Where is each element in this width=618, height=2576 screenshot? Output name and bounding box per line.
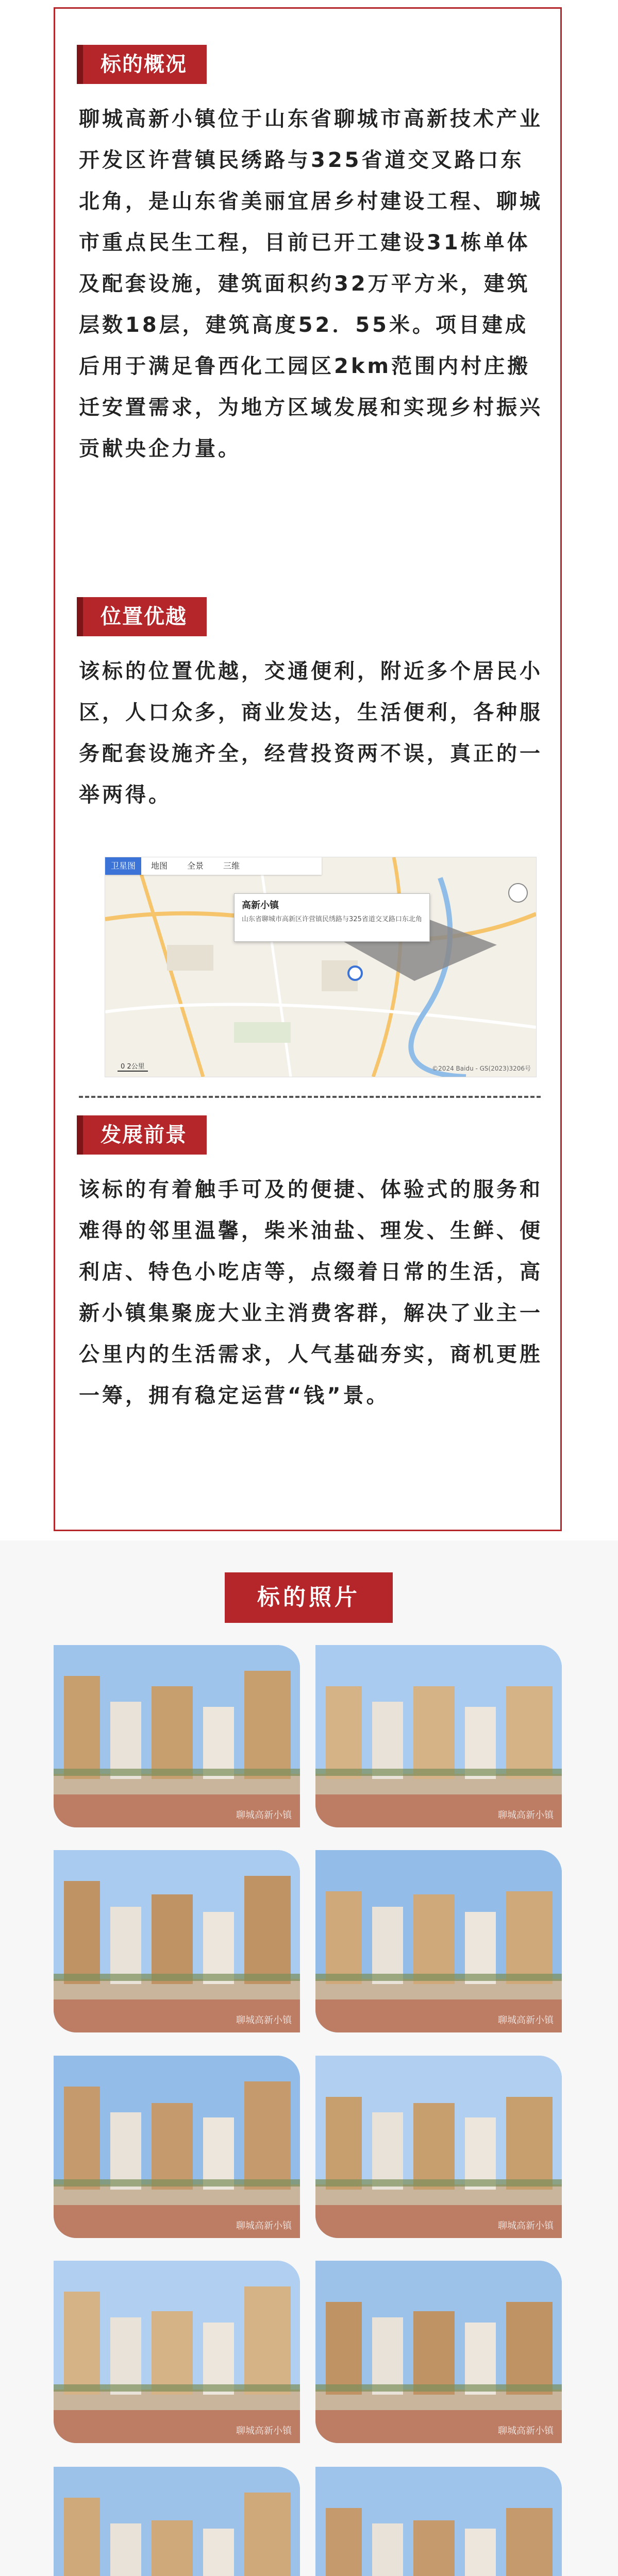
info-card (54, 7, 562, 1531)
photo-scene (54, 2261, 300, 2443)
section-title-location: 位置优越 (77, 597, 207, 636)
map-popup-text: 山东省聊城市高新区许营镇民绣路与325省道交叉路口东北角 (242, 916, 422, 923)
property-photo-6[interactable] (315, 2056, 562, 2238)
property-photo-8[interactable] (315, 2261, 562, 2443)
photo-watermark: 聊城高新小镇 (498, 2015, 554, 2026)
map-tab-panorama[interactable]: 全景 (187, 861, 204, 871)
map-tab-bar (105, 857, 322, 875)
map-popup-title: 高新小镇 (242, 900, 279, 911)
section-body-overview: 聊城高新小镇位于山东省聊城市高新技术产业开发区许营镇民绣路与325省道交叉路口东北角，是山东省美丽宜居乡村建设工程、聊城市重点民生工程，目前已开工建设31栋单体及配套设施，建筑面积约32万平方米，建筑层数18层，建筑高度52．55米。项目建成后用于满足鲁西化工园区2km范围内村庄搬迁安置需求，为地方区域发展和实现乡村振兴贡献央企力量。 (79, 107, 543, 461)
photo-scene (315, 2261, 562, 2443)
map-tab-3d[interactable]: 三维 (223, 861, 240, 871)
photo-watermark: 聊城高新小镇 (498, 2426, 554, 2436)
photo-scene (315, 1850, 562, 2032)
section-title-overview: 标的概况 (77, 45, 207, 84)
property-photo-4[interactable] (315, 1850, 562, 2032)
photo-scene (54, 1645, 300, 1827)
photo-scene (315, 2056, 562, 2238)
photo-scene (315, 1645, 562, 1827)
photo-scene (315, 2467, 562, 2576)
map-canvas (105, 857, 536, 1077)
photo-scene (54, 1850, 300, 2032)
photo-watermark: 聊城高新小镇 (236, 2015, 292, 2026)
property-photo-9[interactable] (54, 2467, 300, 2576)
map-copyright: ©2024 Baidu - GS(2023)3206号 (432, 1065, 531, 1072)
photo-watermark: 聊城高新小镇 (236, 1810, 292, 1821)
map-tab-satellite[interactable]: 卫星图 (105, 857, 141, 875)
section-body-prospects: 该标的有着触手可及的便捷、体验式的服务和难得的邻里温馨，柴米油盐、理发、生鲜、便利店、特色小吃店等，点缀着日常的生活，高新小镇集聚庞大业主消费客群，解决了业主一公里内的生活需求，人气基础夯实，商机更胜一筹，拥有稳定运营“钱”景。 (79, 1178, 543, 1408)
property-photo-5[interactable] (54, 2056, 300, 2238)
photo-scene (54, 2467, 300, 2576)
location-map[interactable] (105, 857, 537, 1077)
map-pin-icon[interactable] (347, 965, 363, 981)
section-divider (79, 1096, 541, 1098)
map-popup (234, 893, 430, 942)
photo-watermark: 聊城高新小镇 (236, 2426, 292, 2436)
zoom-control-icon[interactable] (508, 883, 528, 903)
map-tab-map[interactable]: 地图 (151, 861, 168, 871)
property-photo-7[interactable] (54, 2261, 300, 2443)
property-photo-10[interactable] (315, 2467, 562, 2576)
property-photo-2[interactable] (315, 1645, 562, 1827)
section-title-prospects: 发展前景 (77, 1115, 207, 1155)
photo-watermark: 聊城高新小镇 (498, 1810, 554, 1821)
property-photo-3[interactable] (54, 1850, 300, 2032)
photo-watermark: 聊城高新小镇 (498, 2221, 554, 2231)
gallery-title: 标的照片 (225, 1572, 393, 1623)
photo-watermark: 聊城高新小镇 (236, 2221, 292, 2231)
section-body-location: 该标的位置优越，交通便利，附近多个居民小区，人口众多，商业发达，生活便利，各种服务配套设施齐全，经营投资两不误，真正的一举两得。 (79, 659, 543, 807)
photo-scene (54, 2056, 300, 2238)
map-scale: 0 2公里 (118, 1061, 148, 1072)
property-photo-1[interactable] (54, 1645, 300, 1827)
